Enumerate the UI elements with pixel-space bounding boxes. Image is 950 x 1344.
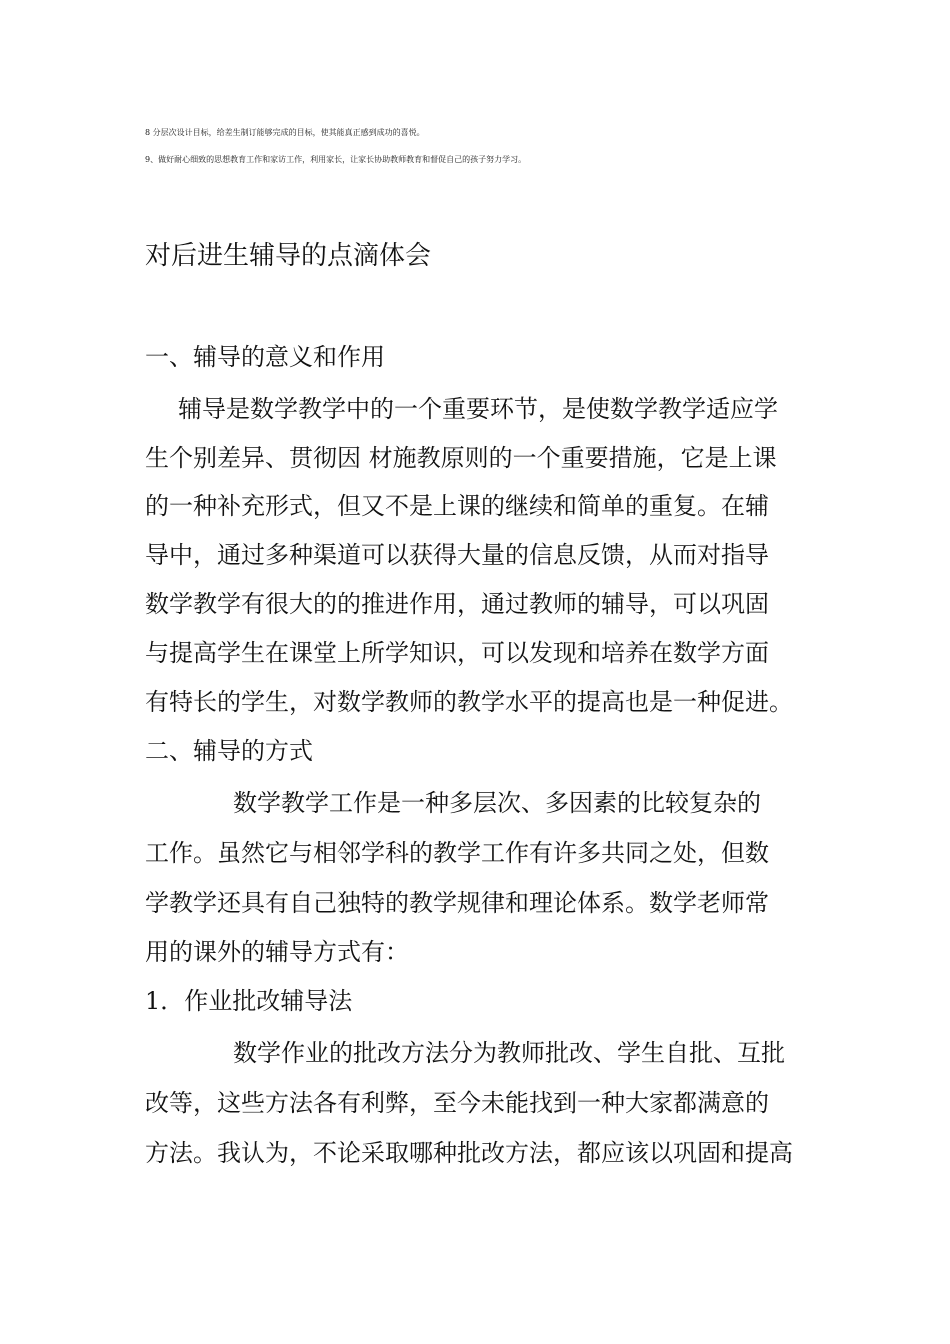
paragraph-line: 辅导是数学教学中的一个重要环节，是使数学教学适应学: [178, 395, 778, 423]
paragraph-line: 的一种补充形式，但又不是上课的继续和简单的重复。在辅: [145, 492, 769, 520]
paragraph-line: 用的课外的辅导方式有：: [145, 938, 409, 966]
header-note-8: 8 分层次设计目标，给差生制订能够完成的目标，使其能真正感到成功的喜悦。: [145, 128, 425, 137]
subsection-heading-1: 1．作业批改辅导法: [145, 987, 353, 1015]
paragraph-line: 数学教学有很大的的推进作用，通过教师的辅导，可以巩固: [145, 590, 769, 618]
paragraph-line: 导中，通过多种渠道可以获得大量的信息反馈，从而对指导: [145, 541, 769, 569]
paragraph-line: 改等，这些方法各有利弊，至今未能找到一种大家都满意的: [145, 1089, 769, 1117]
header-note-9: 9、做好耐心细致的思想教育工作和家访工作，利用家长，让家长协助教师教育和督促自己的孩子努力学习。: [145, 155, 527, 164]
paragraph-line: 方法。我认为，不论采取哪种批改方法，都应该以巩固和提高: [145, 1139, 793, 1167]
paragraph-line: 数学作业的批改方法分为教师批改、学生自批、互批: [233, 1039, 785, 1067]
paragraph-line: 数学教学工作是一种多层次、多因素的比较复杂的: [233, 789, 761, 817]
paragraph-line: 工作。虽然它与相邻学科的教学工作有许多共同之处，但数: [145, 839, 769, 867]
section-heading-2: 二、辅导的方式: [145, 737, 313, 765]
section-heading-1: 一、辅导的意义和作用: [145, 343, 385, 371]
paragraph-line: 学教学还具有自己独特的教学规律和理论体系。数学老师常: [145, 889, 769, 917]
paragraph-line: 生个别差异、贯彻因 材施教原则的一个重要措施，它是上课: [145, 444, 777, 472]
paragraph-line: 有特长的学生，对数学教师的教学水平的提高也是一种促进。: [145, 688, 793, 716]
document-title: 对后进生辅导的点滴体会: [145, 241, 432, 271]
paragraph-line: 与提高学生在课堂上所学知识，可以发现和培养在数学方面: [145, 639, 769, 667]
